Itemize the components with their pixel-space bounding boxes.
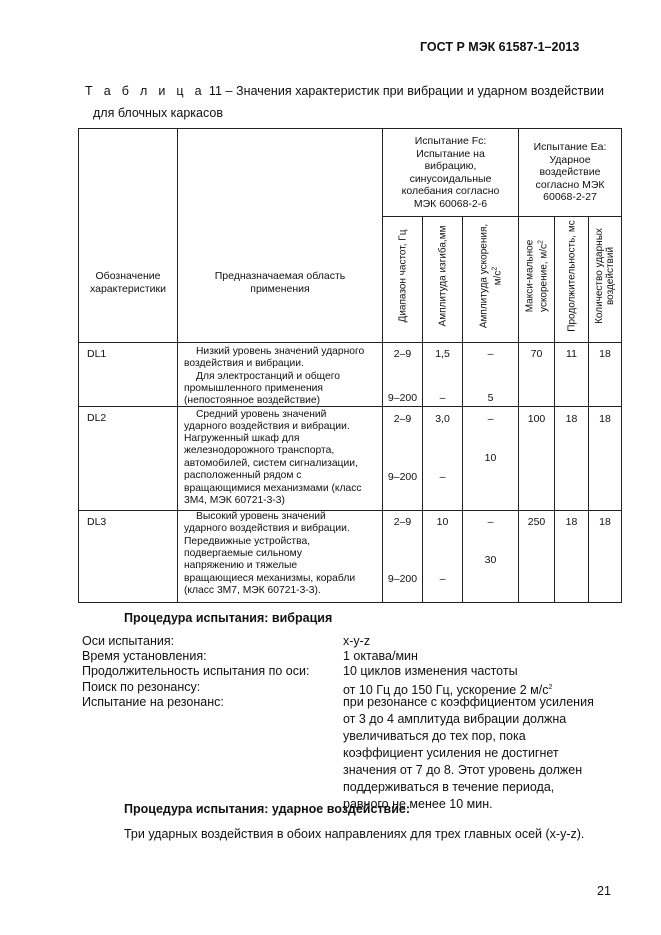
row-duration: 18 (555, 407, 589, 511)
header-frequency-range: Диапазон частот, Гц (383, 217, 423, 343)
table-caption-label: Т а б л и ц а (85, 84, 206, 98)
row-duration: 11 (555, 343, 589, 407)
vib-label-resonance-test: Испытание на резонанс: (82, 695, 224, 709)
row-acceleration: – 5 (463, 343, 519, 407)
page-number: 21 (597, 884, 611, 898)
vib-value-axes: x-y-z (343, 634, 371, 648)
row-description: Высокий уровень значений ударного воздействия и вибрации. Передвижные устройства, подвергаемые сильному напряжению и тяжелые вращающиеся механизмы, корабли (класс 3М7, МЭК 60721-3-3). (178, 511, 383, 603)
row-duration: 18 (555, 511, 589, 603)
document-code: ГОСТ Р МЭК 61587-1–2013 (420, 40, 580, 54)
shock-procedure-title: Процедура испытания: ударное воздействие: (124, 802, 411, 816)
row-amplitude: 10 – (423, 511, 463, 603)
row-shock-count: 18 (589, 407, 622, 511)
row-description: Низкий уровень значений ударного воздействия и вибрации. Для электростанций и общего промышленного применения (непостоянное воздействие) (178, 343, 383, 407)
table-row (79, 511, 622, 603)
row-acceleration: – 30 (463, 511, 519, 603)
row-max-acceleration: 100 (519, 407, 555, 511)
header-displacement-amplitude: Амплитуда изгиба,мм (423, 217, 463, 343)
row-code: DL1 (79, 343, 178, 407)
row-frequency: 2–9 9–200 (383, 343, 423, 407)
header-shock-count: Количество ударных воздействий (589, 217, 622, 343)
row-description: Средний уровень значений ударного воздействия и вибрации. Нагруженный шкаф для железнодорожного транспорта, автомобилей, систем сигнализации, расположенный рядом с вращающимися механизмами (класс 3М4, МЭК 60721-3-3) (178, 407, 383, 511)
vib-value-duration: 10 циклов изменения частоты (343, 664, 518, 678)
vib-value-resonance-search: от 10 Гц до 150 Гц, ускорение 2 $м/с^2$ (343, 683, 553, 698)
vib-value-sweep-rate: 1 октава/мин (343, 649, 418, 663)
vib-label-duration: Продолжительность испытания по оси: (82, 664, 310, 678)
vib-value-resonance-test: при резонансе с коэффициентом усиления от 3 до 4 амплитуда вибрации должна увеличиваться до тех пор, пока коэффициент усиления не достигнет значения от 7 до 8. Этот уровень должен поддерживаться в течение периода, равного не менее 10 мин. (343, 695, 594, 811)
row-frequency: 2–9 9–200 (383, 407, 423, 511)
row-amplitude: 1,5 – (423, 343, 463, 407)
table-row (79, 407, 622, 511)
row-max-acceleration: 250 (519, 511, 555, 603)
header-max-acceleration: Макси-мальное ускорение, $м/с^2$ (519, 217, 555, 343)
table-caption-line2: для блочных каркасов (93, 106, 223, 120)
row-code: DL3 (79, 511, 178, 603)
row-max-acceleration: 70 (519, 343, 555, 407)
table-row (79, 343, 622, 407)
row-code: DL2 (79, 407, 178, 511)
shock-procedure-text: Три ударных воздействия в обоих направлениях для трех главных осей (x-y-z). (124, 827, 585, 841)
row-shock-count: 18 (589, 511, 622, 603)
row-amplitude: 3,0 – (423, 407, 463, 511)
header-duration: Продолжительность, мс (555, 217, 589, 343)
row-frequency: 2–9 9–200 (383, 511, 423, 603)
row-acceleration: – 10 (463, 407, 519, 511)
header-designation: Обозначение характеристики (79, 129, 178, 343)
vib-label-sweep-rate: Время установления: (82, 649, 207, 663)
header-test-fc: Испытание Fc: Испытание на вибрацию, синусоидальные колебания согласно МЭК 60068-2-6 (383, 129, 519, 217)
header-test-ea: Испытание Ea: Ударное воздействие согласно МЭК 60068-2-27 (519, 129, 622, 217)
characteristics-table (78, 128, 622, 603)
header-application-area: Предназначаемая область применения (178, 129, 383, 343)
row-shock-count: 18 (589, 343, 622, 407)
vib-label-axes: Оси испытания: (82, 634, 175, 648)
table-caption-text: 11 – Значения характеристик при вибрации и ударном воздействии (208, 84, 604, 98)
vib-label-resonance-search: Поиск по резонансу: (82, 680, 201, 694)
header-acceleration-amplitude: Амплитуда ускорения, $м/с^2$ (463, 217, 519, 343)
table-caption (85, 84, 604, 98)
vibration-procedure-title: Процедура испытания: вибрация (124, 611, 333, 625)
